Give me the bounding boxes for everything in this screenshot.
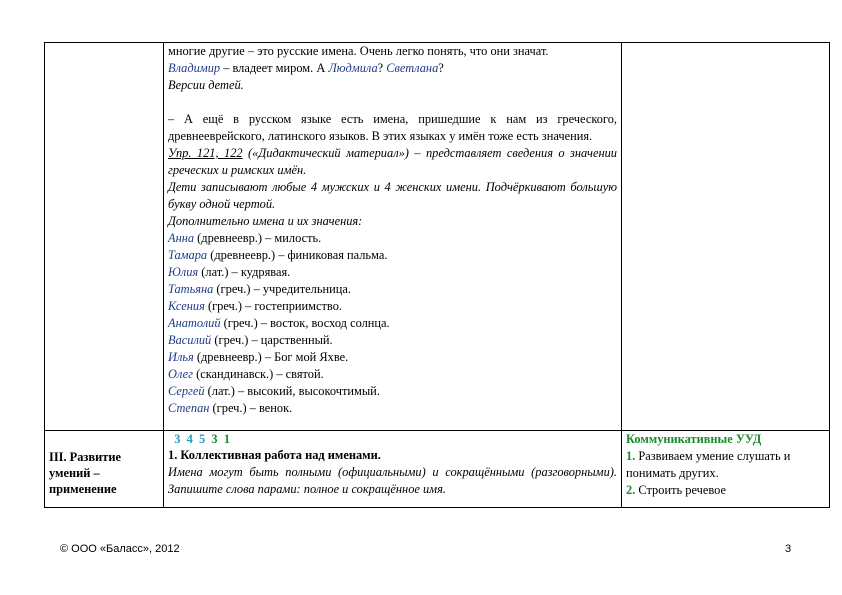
task-body: Имена могут быть полными (официальными) и сокращёнными (разговорными). Запишите слова парами: полное и сокращённое имя. [168,465,617,496]
vladimir-line: Владимир – владеет миром. А Людмила? Светлана? [168,61,444,75]
name-lyudmila: Людмила [328,61,378,75]
stage-cell-empty [45,43,164,431]
name-word: Татьяна [168,282,214,296]
name-meaning: (греч.) – восток, восход солнца. [220,316,390,330]
name-meaning: (древнеевр.) – Бог мой Яхве. [193,350,349,364]
level-numbers: 3 4 5 3 1 [174,432,231,446]
name-meaning: (греч.) – учредительница. [213,282,351,296]
extra-heading: Дополнительно имена и их значения: [168,214,363,228]
copyright-footer: © ООО «Баласс», 2012 [60,543,180,555]
versions-text: Версии детей. [168,78,244,92]
name-meaning-item [168,383,617,400]
lesson-table [44,42,830,508]
name-word: Юлия [168,265,199,279]
exercise-ref: Упр. 121, 122 [168,146,243,160]
name-word: Илья [168,350,194,364]
name-word: Анна [168,231,195,245]
name-meaning-item [168,230,617,247]
name-meaning: (лат.) – высокий, высокочтимый. [204,384,380,398]
name-meaning: (лат.) – кудрявая. [198,265,291,279]
name-svetlana: Светлана [386,61,439,75]
name-meaning-item [168,247,617,264]
uud-cell-empty [622,43,830,431]
page-number: 3 [785,543,792,555]
names-list [168,230,617,417]
name-word: Сергей [168,384,205,398]
name-meaning-item [168,315,617,332]
uud-cell [622,431,830,508]
content-cell [164,43,622,431]
name-meaning: (скандинавск.) – святой. [193,367,324,381]
uud-item-1: 1. Развиваем умение слушать и понимать других. [626,449,791,480]
name-meaning-item [168,298,617,315]
uud-item-2: 2. Строить речевое [626,483,726,497]
exercise-line: Упр. 121, 122 («Дидактический материал») – представляет сведения о значении греческих и римских имён. [168,146,617,177]
stage-label-cell [45,431,164,508]
task-heading: 1. Коллективная работа над именами. [168,448,381,462]
greek-paragraph: – А ещё в русском языке есть имена, пришедшие к нам из греческого, древнееврейского, латинского языков. В этих языках у имён тоже есть значения. [168,112,617,143]
name-meaning-item [168,349,617,366]
name-meaning: (древнеевр.) – милость. [194,231,322,245]
name-meaning-item [168,281,617,298]
name-meaning: (греч.) – царственный. [211,333,333,347]
name-word: Ксения [168,299,205,313]
intro-line: многие другие – это русские имена. Очень легко понять, что они значат. [168,44,549,58]
name-meaning: (древнеевр.) – финиковая пальма. [207,248,388,262]
stage-label: III. Развитие умений – применение [49,450,121,496]
task-text: Дети записывают любые 4 мужских и 4 женских имени. Подчёркивают большую букву одной чертой. [168,180,617,211]
name-word: Степан [168,401,210,415]
name-meaning: (греч.) – венок. [209,401,293,415]
name-meaning-item [168,332,617,349]
table-row [45,431,830,508]
name-vladimir: Владимир [168,61,221,75]
name-word: Анатолий [168,316,221,330]
name-word: Тамара [168,248,208,262]
name-word: Василий [168,333,212,347]
content-cell [164,431,622,508]
table-row [45,43,830,431]
name-meaning-item [168,366,617,383]
name-meaning-item [168,264,617,281]
uud-title: Коммуникативные УУД [626,432,762,446]
name-word: Олег [168,367,193,381]
name-meaning-item [168,400,617,417]
name-meaning: (греч.) – гостеприимство. [204,299,342,313]
